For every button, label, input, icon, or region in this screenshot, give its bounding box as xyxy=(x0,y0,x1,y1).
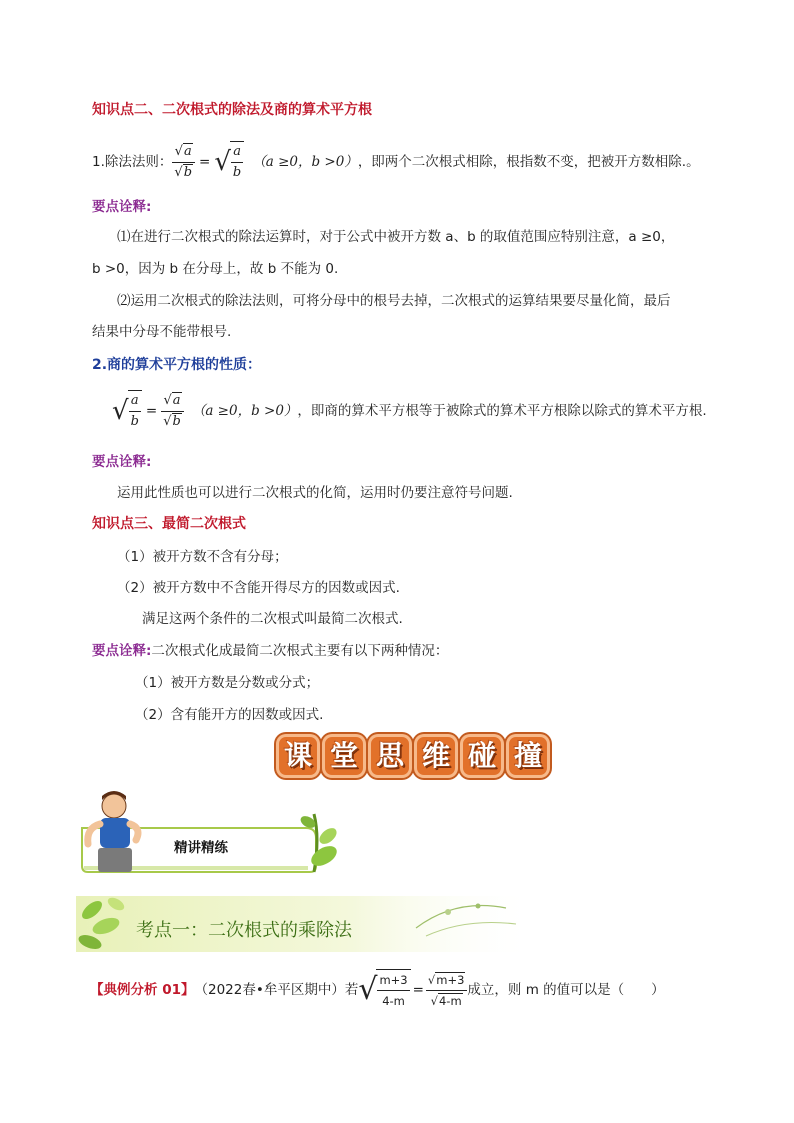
quotient-property: √ $\frac{a}{b}$ = $\frac{√a}{√b}$ （a ≥0，b >0） ，即商的算术平方根等于被除式的算术平方根除以除式的算术平方根. xyxy=(112,388,707,434)
note2-line1: ⑵运用二次根式的除法法则，可将分母中的根号去掉，二次根式的运算结果要尽量化简，最后 xyxy=(117,293,671,309)
note-label-2: 要点诠释: xyxy=(92,454,152,470)
example-suffix: 成立，则 m 的值可以是（ ） xyxy=(467,982,665,998)
section3-cond2: （2）被开方数中不含能开得尽方的因数或因式. xyxy=(117,580,400,596)
note1-line2: b >0，因为 b 在分母上，故 b 不能为 0. xyxy=(92,261,339,277)
topic-title: 考点一：二次根式的乘除法 xyxy=(136,920,352,941)
sqrt-a-over-b-2: $\frac{a}{b}$ xyxy=(128,390,142,432)
division-rule: 1.除法法则： $\frac{√a}{√b}$ = √ $\frac{a}{b}$ （a ≥0，b >0） ，即两个二次根式相除，根指数不变，把被开方数相除.。 xyxy=(92,140,700,184)
mascot-illustration-icon xyxy=(76,788,346,880)
section3-title: 知识点三、最简二次根式 xyxy=(92,516,246,532)
item2-title: 2.商的算术平方根的性质： xyxy=(92,357,262,373)
banner-char: 课 xyxy=(276,734,320,778)
banner-char: 碰 xyxy=(460,734,504,778)
division-rule-suffix: ，即两个二次根式相除，根指数不变，把被开方数相除.。 xyxy=(357,154,700,170)
section3-case1: （1）被开方数是分数或分式； xyxy=(135,675,320,691)
banner-char: 撞 xyxy=(506,734,550,778)
section3-note xyxy=(92,641,448,661)
example-fraction-of-sqrts: $\frac{√m+3}{√4-m}$ xyxy=(426,970,467,1011)
example-sqrt-fraction: $\frac{m+3}{4-m}$ xyxy=(376,969,410,1011)
banner-char: 思 xyxy=(368,734,412,778)
sqrt-a-over-sqrt-b-2: $\frac{√a}{√b}$ xyxy=(161,391,184,432)
banner-char: 维 xyxy=(414,734,458,778)
division-rule-prefix: 1.除法法则： xyxy=(92,154,173,170)
quotient-condition: （a ≥0，b >0） xyxy=(191,403,298,419)
sqrt-a-over-sqrt-b: $\frac{√a}{√b}$ xyxy=(172,142,195,183)
example-source: （2022春•牟平区期中）若 xyxy=(194,982,359,998)
practice-label: 精讲精练 xyxy=(174,840,228,856)
note-label-1: 要点诠释: xyxy=(92,199,152,215)
classroom-banner xyxy=(276,734,552,778)
section3-note-text: 二次根式化成最简二次根式主要有以下两种情况： xyxy=(151,643,449,659)
topic-banner xyxy=(76,888,536,960)
example-line: 【典例分析 01】 （2022春•牟平区期中）若 √ $\frac{m+3}{4-m}$ = $\frac{√m+3}{√4-m}$ 成立，则 m 的值可以是（ ） xyxy=(90,966,665,1014)
note-label-3: 要点诠释: xyxy=(92,643,152,659)
note3: 运用此性质也可以进行二次根式的化简，运用时仍要注意符号问题. xyxy=(117,485,513,501)
section3-cond1: （1）被开方数不含有分母； xyxy=(117,549,288,565)
sqrt-a-over-b: $\frac{a}{b}$ xyxy=(230,141,244,183)
section3-summary: 满足这两个条件的二次根式叫最简二次根式. xyxy=(142,611,403,627)
quotient-property-suffix: ，即商的算术平方根等于被除式的算术平方根除以除式的算术平方根. xyxy=(297,403,707,419)
practice-header xyxy=(76,788,346,880)
note1-line1: ⑴在进行二次根式的除法运算时，对于公式中被开方数 a、b 的取值范围应特别注意，a ≥0， xyxy=(117,229,675,245)
note2-line2: 结果中分母不能带根号. xyxy=(92,324,232,340)
banner-char: 堂 xyxy=(322,734,366,778)
example-label: 【典例分析 01】 xyxy=(90,982,195,998)
division-condition: （a ≥0，b >0） xyxy=(252,154,358,170)
section2-title: 知识点二、二次根式的除法及商的算术平方根 xyxy=(92,102,372,118)
section3-case2: （2）含有能开方的因数或因式. xyxy=(135,707,324,723)
